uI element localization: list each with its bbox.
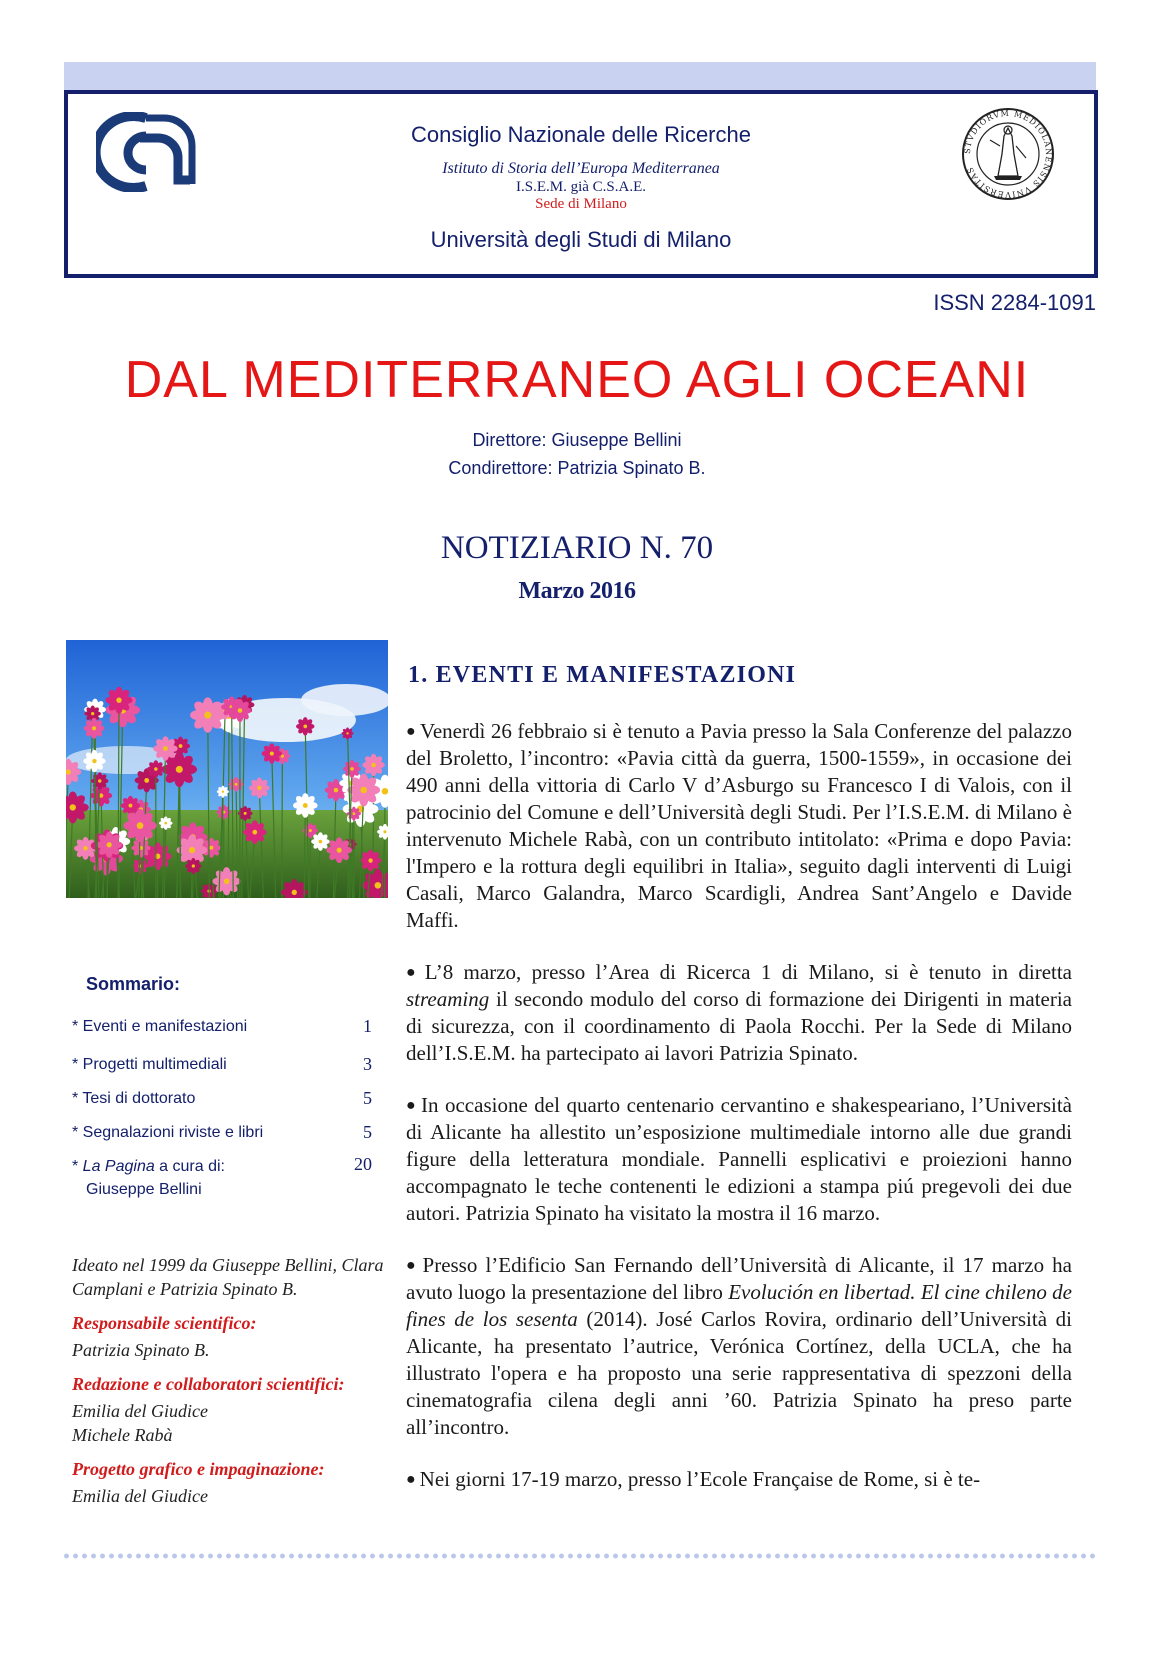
bullet-icon: ● [406,723,416,740]
toc-page: 5 [363,1088,372,1108]
university-seal-icon [960,106,1056,202]
direttore: Direttore: Giuseppe Bellini [472,430,682,450]
toc-page: 3 [363,1054,372,1074]
paragraph: ● In occasione del quarto centenario cervantino e shakespeariano, l’Università di Alicante ha allestito un’esposizione multimediale intorno alle due grandi figure della letteratura mondiale. Pannelli esplicativi e proiezioni hanno accompagnato le teche contenenti le edizioni a stampa piú pregevoli dei due autori. Patrizia Spinato ha visitato la mostra il 16 marzo. [406,1093,1072,1225]
bullet-icon: ● [406,964,421,981]
condirettore: Condirettore: Patrizia Spinato B. [448,458,706,478]
prog-name: Emilia del Giudice [72,1486,208,1506]
prog-label: Progetto grafico e impaginazione: [72,1459,325,1479]
header-text [68,122,1094,253]
article-body [406,718,1072,1518]
credits [72,1253,392,1508]
publication-title: DAL MEDITERRANEO AGLI OCEANI [124,351,1030,409]
paragraph: ● L’8 marzo, presso l’Area di Ricerca 1 di Milano, si è tenuto in diretta streaming il secondo modulo del corso di formazione dei Dirigenti in materia di sicurezza, con il coordinamento di Paola Rocchi. Per la Sede di Milano dell’I.S.E.M. ha partecipato ai lavori Patrizia Spinato. [406,960,1073,1065]
toc-label: * Eventi e manifestazioni [72,1018,248,1035]
toc-page: 5 [363,1122,372,1142]
issn: ISSN 2284-1091 [933,290,1096,315]
header-box [64,90,1098,278]
founded-note: Ideato nel 1999 da Giuseppe Bellini, Clara Camplani e Patrizia Spinato B. [72,1255,384,1299]
resp-label: Responsabile scientifico: [72,1313,257,1333]
svg-text:STVDIORVM MEDIOLANENSIS VNIVER: STVDIORVM MEDIOLANENSIS VNIVERSITAS [962,108,1054,200]
toc-label: * Progetti multimediali [72,1056,227,1073]
paragraph: ● Venerdì 26 febbraio si è tenuto a Pavia presso la Sala Conferenze del palazzo del Broletto, l’incontro: «Pavia città da guerra, 1500-1559», in occasione dei 490 anni della vittoria di Carlo V d’Asburgo su Francesco I di Valois, con il patrocinio del Comune e dell’Università degli Studi. Per l’I.S.E.M. di Milano è intervenuto Michele Rabà, con un contributo intitolato: «Prima e dopo Pavia: l'Impero e la rottura degli equilibri in Italia», seguito dagli interventi di Luigi Casali, Marco Galandra, Marco Scardigli, Andrea Sant’Angelo e Davide Maffi. [406,719,1072,932]
bullet-icon: ● [406,1097,417,1114]
redaz-name: Michele Rabà [72,1425,173,1445]
bullet-icon: ● [406,1471,416,1488]
bullet-icon: ● [406,1257,419,1274]
institute-name: Istituto di Storia dell’Europa Mediterranea [442,160,720,177]
toc-page: 1 [363,1016,372,1036]
redaz-label: Redazione e collaboratori scientifici: [72,1374,345,1394]
cosmos-flowers-photo [66,640,388,898]
issue-number: NOTIZIARIO N. 70 [440,530,714,566]
university-name: Università degli Studi di Milano [430,227,732,252]
issue-date: Marzo 2016 [518,578,636,604]
toc-label-line2: Giuseppe Bellini [86,1181,202,1198]
redaz-name: Emilia del Giudice [72,1401,208,1421]
sede-line: Sede di Milano [535,196,627,212]
footer-dotted-rule [62,1553,1096,1559]
summary-heading: Sommario: [86,974,181,994]
toc-label: * Segnalazioni riviste e libri [72,1124,264,1141]
toc-page: 20 [354,1154,372,1174]
section-heading: 1. EVENTI E MANIFESTAZIONI [408,662,797,688]
paragraph: ● Presso l’Edificio San Fernando dell’Università di Alicante, il 17 marzo ha avuto luogo la presentazione del libro Evolución en libertad. El cine chileno de fines de los sesenta (2014). José Carlos Rovira, ordinario dell’Università di Alicante, ha presentato l’autrice, Verónica Cortínez, della UCLA, che ha illustrato l'opera e ha proposto una serie rappresentativa di spezzoni della cinematografia cilena degli anni ’60. Patrizia Spinato ha preso parte all’incontro. [406,1253,1073,1439]
paragraph: ● Nei giorni 17-19 marzo, presso l’Ecole Française de Rome, si è te- [406,1467,981,1491]
toc-label: * La Pagina a cura di: [72,1158,225,1175]
org-title: Consiglio Nazionale delle Ricerche [411,122,751,147]
toc-label: * Tesi di dottorato [72,1090,196,1107]
resp-name: Patrizia Spinato B. [72,1340,210,1360]
header-top-band [64,62,1096,90]
isem-line: I.S.E.M. già C.S.A.E. [515,179,646,195]
directors [0,426,1154,482]
